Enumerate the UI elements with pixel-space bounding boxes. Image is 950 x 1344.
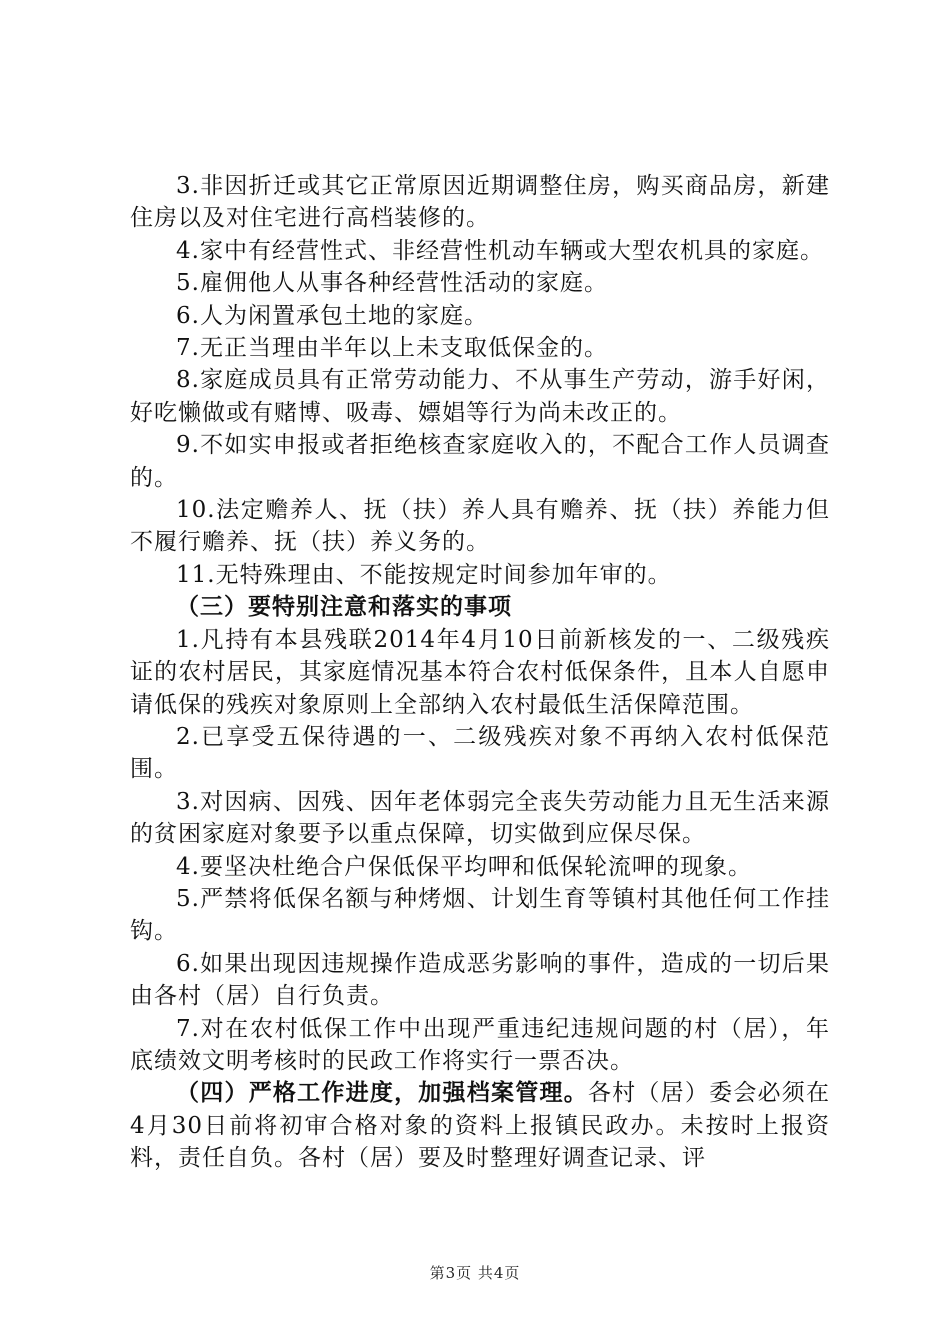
paragraph-item-9: 9.不如实申报或者拒绝核查家庭收入的，不配合工作人员调查的。 (130, 432, 830, 491)
section3-item-5: 5.严禁将低保名额与种烤烟、计划生育等镇村其他任何工作挂钩。 (130, 885, 830, 945)
page-footer: 第3页 共4页 (429, 1264, 521, 1282)
paragraph-item-3: 3.非因折迁或其它正常原因近期调整住房，购买商品房，新建住房以及对住宅进行高档装修的。 (130, 173, 830, 232)
section3-item-4: 4.要坚决杜绝合户保低保平均呷和低保轮流呷的现象。 (176, 853, 752, 880)
paragraph-item-7: 7.无正当理由半年以上未支取低保金的。 (176, 335, 608, 362)
section3-item-6: 6.如果出现因违规操作造成恶劣影响的事件，造成的一切后果由各村（居）自行负责。 (130, 950, 830, 1010)
paragraph-item-5: 5.雇佣他人从事各种经营性活动的家庭。 (176, 270, 608, 297)
section4-text: 各村（居）委会必须在4月30日前将初审合格对象的资料上报镇民政办。未按时上报资料，责任自负。各村（居）要及时整理好调查记录、评 (130, 1080, 831, 1172)
paragraph-item-4: 4.家中有经营性式、非经营性机动车辆或大型农机具的家庭。 (176, 237, 824, 264)
section3-item-7: 7.对在农村低保工作中出现严重违纪违规问题的村（居），年底绩效文明考核时的民政工作将实行一票否决。 (130, 1015, 830, 1074)
section4-paragraph (130, 1077, 830, 1174)
document-body (130, 170, 830, 1175)
section-heading-3: （三）要特别注意和落实的事项 (176, 594, 512, 621)
paragraph-item-10: 10.法定赡养人、抚（扶）养人具有赡养、抚（扶）养能力但不履行赡养、抚（扶）养义务的。 (130, 497, 830, 556)
section3-item-3: 3.对因病、因残、因年老体弱完全丧失劳动能力且无生活来源的贫困家庭对象要予以重点保障，切实做到应保尽保。 (130, 788, 830, 848)
paragraph-item-8: 8.家庭成员具有正常劳动能力、不从事生产劳动，游手好闲，好吃懒做或有赌博、吸毒、嫖娼等行为尚未改正的。 (130, 367, 830, 426)
paragraph-item-6: 6.人为闲置承包土地的家庭。 (176, 302, 488, 329)
paragraph-item-11: 11.无特殊理由、不能按规定时间参加年审的。 (176, 561, 672, 588)
section3-item-1: 1.凡持有本县残联2014年4月10日前新核发的一、二级残疾证的农村居民，其家庭情况基本符合农村低保条件，且本人自愿申请低保的残疾对象原则上全部纳入农村最低生活保障范围。 (130, 626, 830, 718)
section3-item-2: 2.已享受五保待遇的一、二级残疾对象不再纳入农村低保范围。 (130, 723, 830, 783)
section4-lead: （四）严格工作进度，加强档案管理。 (176, 1080, 588, 1107)
